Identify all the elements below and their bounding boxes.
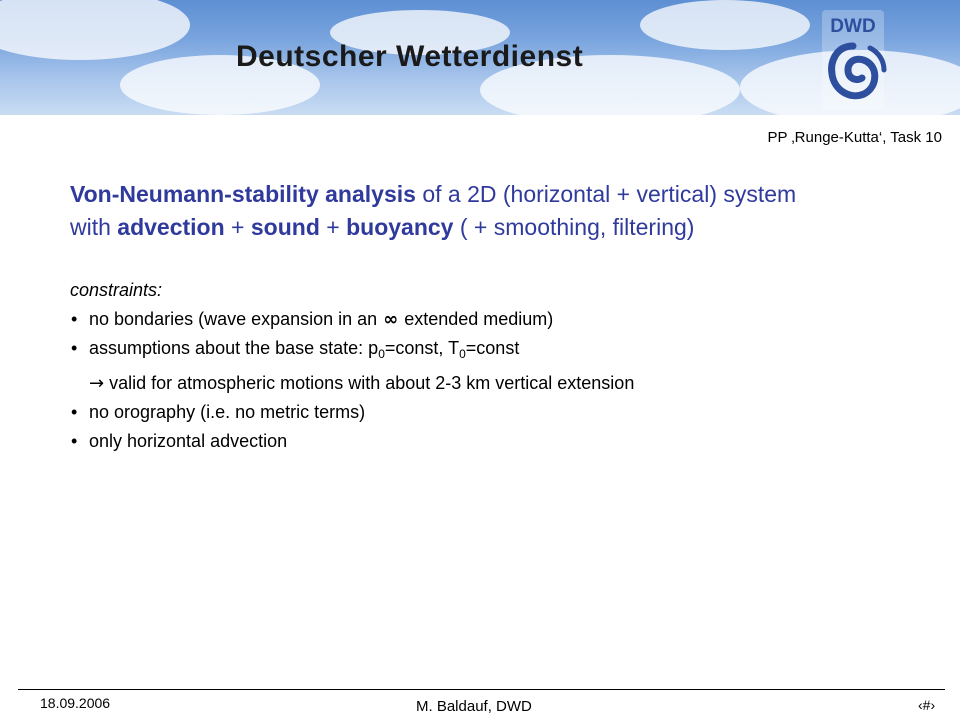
task-label: PP ‚Runge-Kutta‘, Task 10 [767,129,942,146]
cloud-decoration [0,0,190,60]
item-text: =const, T [384,338,460,358]
heading-emphasis: sound [250,214,320,240]
list-item [70,427,930,456]
subscript: 0 [378,347,385,361]
header-banner [0,0,960,115]
heading-emphasis: advection [117,214,225,240]
item-text: extended medium) [404,309,554,329]
item-text: only horizontal advection [89,431,288,451]
heading-emphasis: buoyancy [346,214,454,240]
heading-text: of a 2D (horizontal + vertical) system [415,181,797,207]
bullet: • [71,431,78,451]
heading-text: + [224,214,251,240]
infinity-symbol: ∞ [383,309,399,330]
item-text: =const [465,338,520,358]
list-item [70,334,930,369]
bullet: • [71,309,78,329]
list-item-continuation [70,369,930,398]
item-text: no bondaries (wave expansion in an [89,309,378,329]
list-item [70,398,930,427]
heading-text: ( + smoothing, filtering) [453,214,695,240]
right-arrow-icon: → [89,373,105,394]
cloud-decoration [640,0,810,50]
item-text: assumptions about the base state: p [89,338,379,358]
heading-emphasis: Von-Neumann-stability analysis [70,181,416,207]
item-text: valid for atmospheric motions with about 2-3 km vertical extension [104,373,635,393]
footer-date: 18.09.2006 [40,695,111,711]
heading-text: + [319,214,347,240]
banner-title: Deutscher Wetterdienst [236,40,584,73]
logo-text: DWD [830,16,876,37]
bullet: • [71,338,78,358]
bullet: • [71,402,78,422]
footer-divider [18,689,945,690]
slide-heading [70,178,930,244]
constraints-label: constraints: [70,280,163,300]
item-text: no orography (i.e. no metric terms) [89,402,366,422]
footer-author: M. Baldauf, DWD [416,698,532,715]
footer-page-number: ‹#› [918,697,936,713]
constraints-list [70,305,930,456]
subscript: 0 [459,347,466,361]
list-item [70,305,930,334]
slide-content [70,178,930,456]
heading-text: with [70,214,118,240]
dwd-logo-icon [818,8,888,112]
